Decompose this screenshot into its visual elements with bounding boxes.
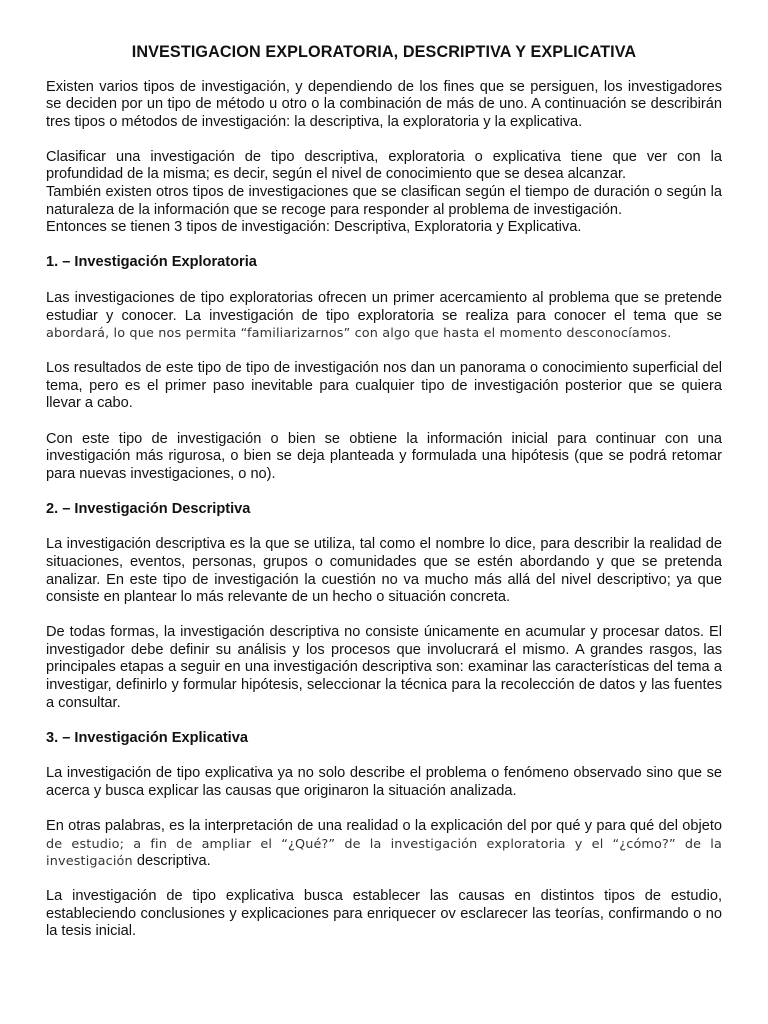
exploratoria-paragraph-1-tail: abordará, lo que nos permita “familiarizarnos” con algo que hasta el momento desconocíamos. [46, 326, 672, 342]
explicativa-paragraph-2-text: En otras palabras, es la interpretación de una realidad o la explicación del por qué y para qué del objeto [46, 818, 722, 834]
document-page [46, 44, 722, 959]
section-heading-exploratoria: 1. – Investigación Exploratoria [46, 254, 257, 271]
classification-paragraph-2: También existen otros tipos de investigaciones que se clasifican según el tiempo de duración o según la naturaleza de la información que se recoge para responder al problema de investigación. [46, 184, 722, 218]
descriptiva-paragraph-1: La investigación descriptiva es la que se utiliza, tal como el nombre lo dice, para describir la realidad de situaciones, eventos, personas, grupos o comunidades que se estén abordando y que se pretenda analizar. En este tipo de investigación la cuestión no va mucho más allá del nivel descriptivo; ya que consiste en plantear lo más relevante de un hecho o situación concreta. [46, 536, 722, 606]
section-heading-explicativa: 3. – Investigación Explicativa [46, 729, 248, 746]
explicativa-paragraph-2-mid: de estudio; a fin de ampliar el “¿Qué?” de la investigación exploratoria y el “¿cómo?” de la investigación [46, 836, 722, 870]
descriptiva-paragraph-2: De todas formas, la investigación descriptiva no consiste únicamente en acumular y procesar datos. El investigador debe definir su análisis y los procesos que involucrará el mismo. A grandes rasgos, las principales etapas a seguir en una investigación descriptiva son: examinar las características del tema a investigar, definirlo y formular hipótesis, seleccionar la técnica para la recolección de datos y las fuentes a consultar. [46, 624, 722, 711]
intro-paragraph: Existen varios tipos de investigación, y dependiendo de los fines que se persiguen, los investigadores se deciden por un tipo de método u otro o la combinación de más de uno. A continuación se describirán tres tipos o métodos de investigación: la descriptiva, la exploratoria y la explicativa. [46, 78, 722, 130]
explicativa-paragraph-2-tail: descriptiva. [136, 853, 211, 870]
classification-paragraph: Clasificar una investigación de tipo descriptiva, exploratoria o explicativa tiene que ver con la profundidad de la misma; es decir, según el nivel de conocimiento que se desea alcanzar. [46, 148, 722, 183]
classification-summary: Entonces se tienen 3 tipos de investigación: Descriptiva, Exploratoria y Explicativa. [46, 219, 582, 236]
exploratoria-paragraph-1 [46, 290, 722, 343]
exploratoria-paragraph-1-text: Las investigaciones de tipo exploratorias ofrecen un primer acercamiento al problema que se pretende estudiar y conocer. La investigación de tipo exploratoria se realiza para conocer el tema que se [46, 289, 722, 324]
explicativa-paragraph-3: La investigación de tipo explicativa busca establecer las causas en distintos tipos de estudio, estableciendo conclusiones y explicaciones para enriquecer ov esclarecer las teorías, confirmando o no la tesis inicial. [46, 888, 722, 940]
explicativa-paragraph-1: La investigación de tipo explicativa ya no solo describe el problema o fenómeno observado sino que se acerca y busca explicar las causas que originaron la situación analizada. [46, 765, 722, 799]
exploratoria-paragraph-3: Con este tipo de investigación o bien se obtiene la información inicial para continuar con una investigación más rigurosa, o bien se deja planteada y formulada una hipótesis (que se podrá retomar para nuevas investigaciones, o no). [46, 430, 722, 482]
exploratoria-paragraph-2: Los resultados de este tipo de tipo de investigación nos dan un panorama o conocimiento superficial del tema, pero es el primer paso inevitable para cualquier tipo de investigación posterior que se quiera llevar a cabo. [46, 360, 722, 412]
explicativa-paragraph-2 [46, 818, 722, 871]
section-heading-descriptiva: 2. – Investigación Descriptiva [46, 500, 251, 517]
document-title: INVESTIGACION EXPLORATORIA, DESCRIPTIVA Y EXPLICATIVA [131, 43, 637, 61]
